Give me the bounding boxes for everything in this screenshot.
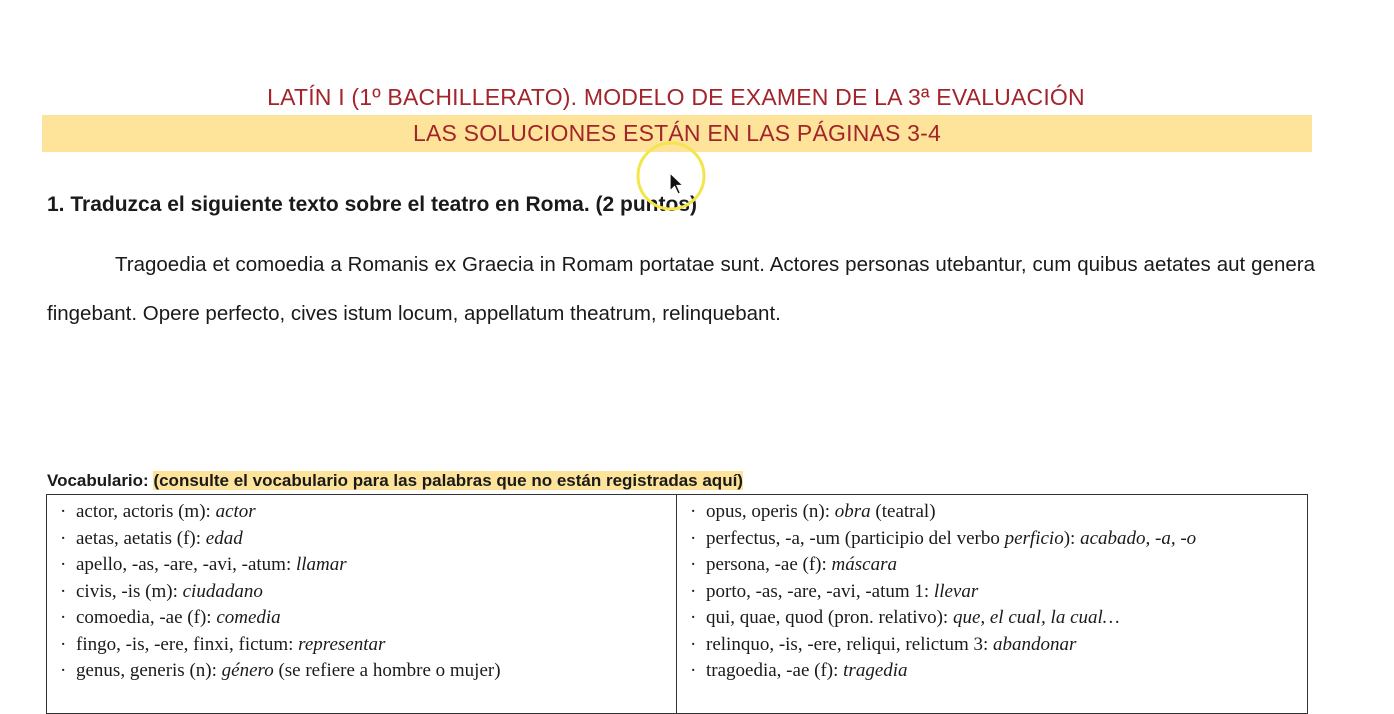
vocab-entry: persona, -ae (f): [706, 554, 832, 575]
mouse-pointer-icon [636, 141, 706, 211]
vocab-meaning: perficio [1004, 527, 1064, 549]
vocab-row [677, 632, 1307, 659]
vocab-meaning: tragedia [843, 660, 908, 681]
vocab-entry: relinquo, -is, -ere, reliqui, relictum 3: [706, 633, 994, 655]
vocab-meaning: abandonar [993, 633, 1077, 655]
vocab-entry: tragoedia, -ae (f): [706, 660, 844, 681]
bullet-icon: · [60, 633, 67, 655]
vocab-meaning: comedia [216, 607, 281, 628]
vocab-row [677, 552, 1307, 579]
bullet-icon: · [60, 554, 67, 575]
vocab-entry: porto, -as, -are, -avi, -atum 1: [706, 580, 934, 602]
bullet-icon: · [690, 554, 697, 575]
vocab-extra: (se refiere a hombre o mujer) [273, 660, 501, 681]
cursor-arrow [670, 173, 683, 194]
vocab-extra: (teatral) [870, 501, 936, 522]
vocabulary-note: (consulte el vocabulario para las palabras que no están registradas aquí) [153, 471, 743, 490]
vocab-entry: apello, -as, -are, -avi, -atum: [76, 554, 296, 575]
vocab-entry: opus, operis (n): [706, 501, 835, 522]
bullet-icon: · [690, 501, 697, 522]
vocab-meaning: actor [215, 501, 256, 522]
vocab-entry: perfectus, -a, -um (participio del verbo [706, 527, 1005, 549]
vocabulary-column-left [47, 495, 677, 713]
vocab-row [677, 499, 1307, 526]
bullet-icon: · [60, 501, 67, 522]
vocab-row [677, 579, 1307, 606]
bullet-icon: · [60, 527, 67, 549]
bullet-icon: · [60, 580, 67, 602]
vocabulary-table [46, 494, 1308, 714]
exam-title: LATÍN I (1º BACHILLERATO). MODELO DE EXAMEN DE LA 3ª EVALUACIÓN [267, 84, 1085, 110]
question-1-title: 1. Traduzca el siguiente texto sobre el teatro en Roma. (2 puntos) [47, 193, 697, 216]
bullet-icon: · [60, 607, 67, 628]
bullet-icon: · [690, 607, 697, 628]
vocab-meaning-2: acabado, -a, -o [1080, 527, 1197, 549]
vocab-meaning: género [221, 660, 274, 681]
vocab-row [47, 579, 676, 606]
vocab-meaning: que, el cual, la cual… [952, 607, 1120, 628]
vocab-row [47, 658, 676, 685]
vocab-meaning: obra [834, 501, 871, 522]
vocab-row [677, 605, 1307, 632]
vocab-row [677, 526, 1307, 553]
vocab-meaning: representar [298, 633, 386, 655]
bullet-icon: · [690, 580, 697, 602]
bullet-icon: · [690, 660, 697, 681]
bullet-icon: · [690, 633, 697, 655]
vocab-entry: genus, generis (n): [76, 660, 222, 681]
vocab-meaning: ciudadano [182, 580, 263, 602]
vocab-meaning: llevar [933, 580, 979, 602]
solutions-note: LAS SOLUCIONES ESTÁN EN LAS PÁGINAS 3-4 [412, 120, 942, 146]
vocab-entry: civis, -is (m): [76, 580, 183, 602]
vocab-meaning: máscara [831, 554, 897, 575]
vocab-entry: comoedia, -ae (f): [76, 607, 217, 628]
latin-text: Tragoedia et comoedia a Romanis ex Graecia in Romam portatae sunt. Actores personas utebantur, cum quibus aetates aut genera fingebant. Opere perfecto, cives istum locum, appellatum theatrum, relinquebant. [47, 253, 1315, 325]
vocabulary-column-right [677, 495, 1307, 713]
vocab-meaning: edad [205, 527, 243, 549]
vocab-entry: qui, quae, quod (pron. relativo): [706, 607, 953, 628]
vocab-row [47, 605, 676, 632]
vocab-row [47, 499, 676, 526]
vocab-row [47, 552, 676, 579]
vocab-entry: aetas, aetatis (f): [76, 527, 206, 549]
vocab-extra: ): [1063, 527, 1081, 549]
vocab-entry: actor, actoris (m): [76, 501, 216, 522]
vocab-row [677, 658, 1307, 685]
bullet-icon: · [60, 660, 67, 681]
bullet-icon: · [690, 527, 697, 549]
vocab-meaning: llamar [295, 554, 347, 575]
vocab-row [47, 526, 676, 553]
vocabulary-label: Vocabulario: [47, 471, 149, 490]
vocabulary-heading [47, 471, 743, 491]
vocab-row [47, 632, 676, 659]
vocab-entry: fingo, -is, -ere, finxi, fictum: [76, 633, 299, 655]
